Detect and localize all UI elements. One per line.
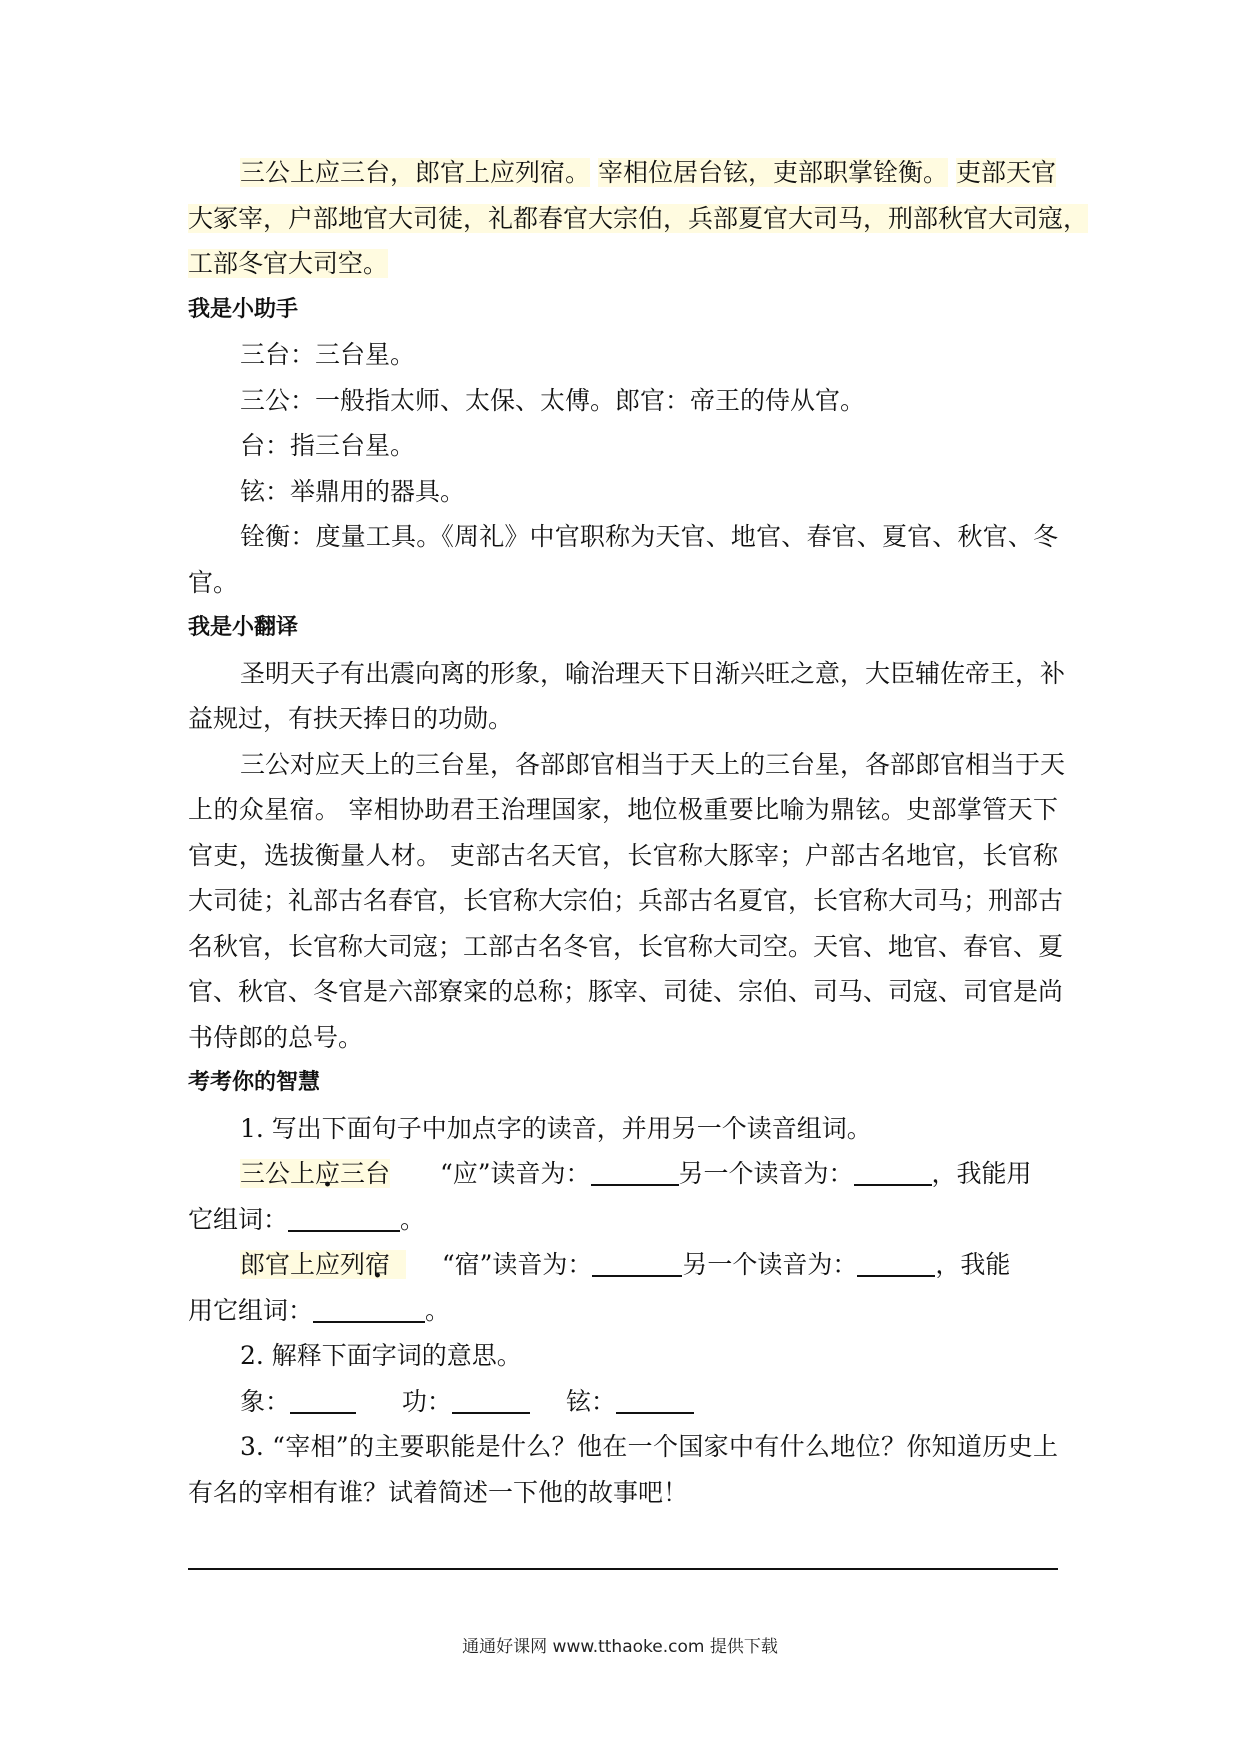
reading-label: “宿”读音为：: [441, 1250, 593, 1279]
helper-item: 三台：三台星。: [240, 340, 416, 369]
answer-blank[interactable]: [452, 1388, 530, 1414]
helper-item: 铨衡：度量工具。《周礼》中官职称为天官、地官、春官、夏官、秋官、冬: [240, 522, 1058, 551]
quiz-q1b-line: [188, 1242, 1058, 1288]
quiz-question-2: 2. 解释下面字词的意思。: [240, 1341, 522, 1370]
helper-item: 三公：一般指太师、太保、太傅。郎官：帝王的侍从官。: [240, 385, 866, 415]
translate-heading: 我是小翻译: [188, 615, 299, 640]
passage-text: 大冢宰，户部地官大司徒，礼都春官大宗伯，兵部夏官大司马，刑部秋官大司寇，: [188, 203, 1089, 233]
quiz-question-1: 1. 写出下面句子中加点字的读音，并用另一个读音组词。: [240, 1113, 872, 1143]
answer-blank[interactable]: [288, 1206, 400, 1232]
sentence-text: 郎官上应列: [240, 1250, 366, 1279]
passage-line-3: [188, 241, 1058, 287]
quiz-heading: 考考你的智慧: [188, 1070, 321, 1095]
answer-blank[interactable]: [592, 1251, 682, 1277]
translate-line: 大司徒；礼部古名春官，长官称大宗伯；兵部古名夏官，长官称大司马；刑部古: [188, 886, 1064, 915]
period: 。: [425, 1295, 451, 1325]
sentence-text: 三公上: [240, 1159, 316, 1188]
passage-sentence-3: 吏部天官: [955, 158, 1056, 187]
quiz-q1b-line-2: [188, 1288, 1058, 1334]
other-reading-label: 另一个读音为：: [682, 1250, 858, 1279]
passage-line-2: [188, 196, 1089, 242]
translate-line: 圣明天子有出震向离的形象，喻治理天下日渐兴旺之意，大臣辅佐帝王，补: [240, 658, 1066, 688]
answer-blank[interactable]: [616, 1388, 694, 1414]
dotted-char: 宿: [365, 1250, 391, 1279]
answer-blank[interactable]: [854, 1160, 932, 1186]
trailing-text: ，我能: [935, 1250, 1011, 1279]
passage-sentence-1: 三公上应三台，郎官上应列宿。: [240, 158, 591, 187]
quiz-question-3-cont: 有名的宰相有谁？试着简述一下他的故事吧！: [188, 1477, 689, 1507]
answer-blank[interactable]: [313, 1297, 425, 1323]
answer-blank[interactable]: [857, 1251, 935, 1277]
answer-blank[interactable]: [290, 1388, 356, 1414]
term-label: 象：: [240, 1386, 291, 1416]
translate-line: 三公对应天上的三台星，各部郎官相当于天上的三台星，各部郎官相当于天: [240, 749, 1066, 779]
compose-label: 用它组词：: [188, 1295, 314, 1325]
passage-line-1: [188, 150, 1058, 196]
document-page: [188, 150, 1089, 1515]
translate-line: 益规过，有扶天捧日的功勋。: [188, 704, 514, 733]
quiz-q1a-sentence: [240, 1159, 390, 1188]
quiz-q1a-line: [188, 1151, 1058, 1197]
term-label: 铉：: [565, 1386, 616, 1416]
quiz-q1a-line-2: [188, 1197, 1058, 1243]
quiz-q1b-sentence: [240, 1250, 406, 1279]
translate-line: 书侍郎的总号。: [188, 1022, 364, 1052]
answer-blank[interactable]: [591, 1160, 679, 1186]
translate-line: 上的众星宿。 宰相协助君王治理国家，地位极重要比喻为鼎铉。史部掌管天下: [188, 795, 1058, 824]
quiz-q2-items: [188, 1379, 1058, 1425]
translate-line: 官、秋官、冬官是六部寮寀的总称；豚宰、司徒、宗伯、司马、司寇、司官是尚: [188, 977, 1064, 1006]
trailing-text: ，我能用: [931, 1159, 1032, 1188]
footer-text: 通通好课网 www.tthaoke.com 提供下载: [462, 1637, 778, 1657]
helper-item: 铉：举鼎用的器具。: [240, 476, 466, 506]
term-label: 功：: [401, 1386, 452, 1416]
compose-label: 它组词：: [188, 1204, 289, 1234]
reading-label: “应”读音为：: [439, 1159, 591, 1188]
quiz-question-3: 3. “宰相”的主要职能是什么？他在一个国家中有什么地位？你知道历史上: [240, 1432, 1058, 1461]
passage-sentence-2: 宰相位居台铉，吏部职掌铨衡。: [597, 158, 948, 187]
period: 。: [400, 1204, 426, 1234]
sentence-text: 三台: [340, 1159, 391, 1188]
translate-line: 官吏，选拔衡量人材。 吏部古名天官，长官称大豚宰；户部古名地官，长官称: [188, 840, 1058, 870]
helper-item: 官。: [188, 567, 239, 597]
helper-heading: 我是小助手: [188, 296, 299, 322]
translate-line: 名秋官，长官称大司寇；工部古名冬官，长官称大司空。天官、地官、春官、夏: [188, 931, 1064, 961]
passage-text: 工部冬官大司空。: [188, 249, 389, 278]
helper-item: 台：指三台星。: [240, 431, 416, 460]
dotted-char: 应: [315, 1159, 341, 1188]
other-reading-label: 另一个读音为：: [678, 1159, 854, 1188]
footer-divider: [188, 1568, 1058, 1570]
